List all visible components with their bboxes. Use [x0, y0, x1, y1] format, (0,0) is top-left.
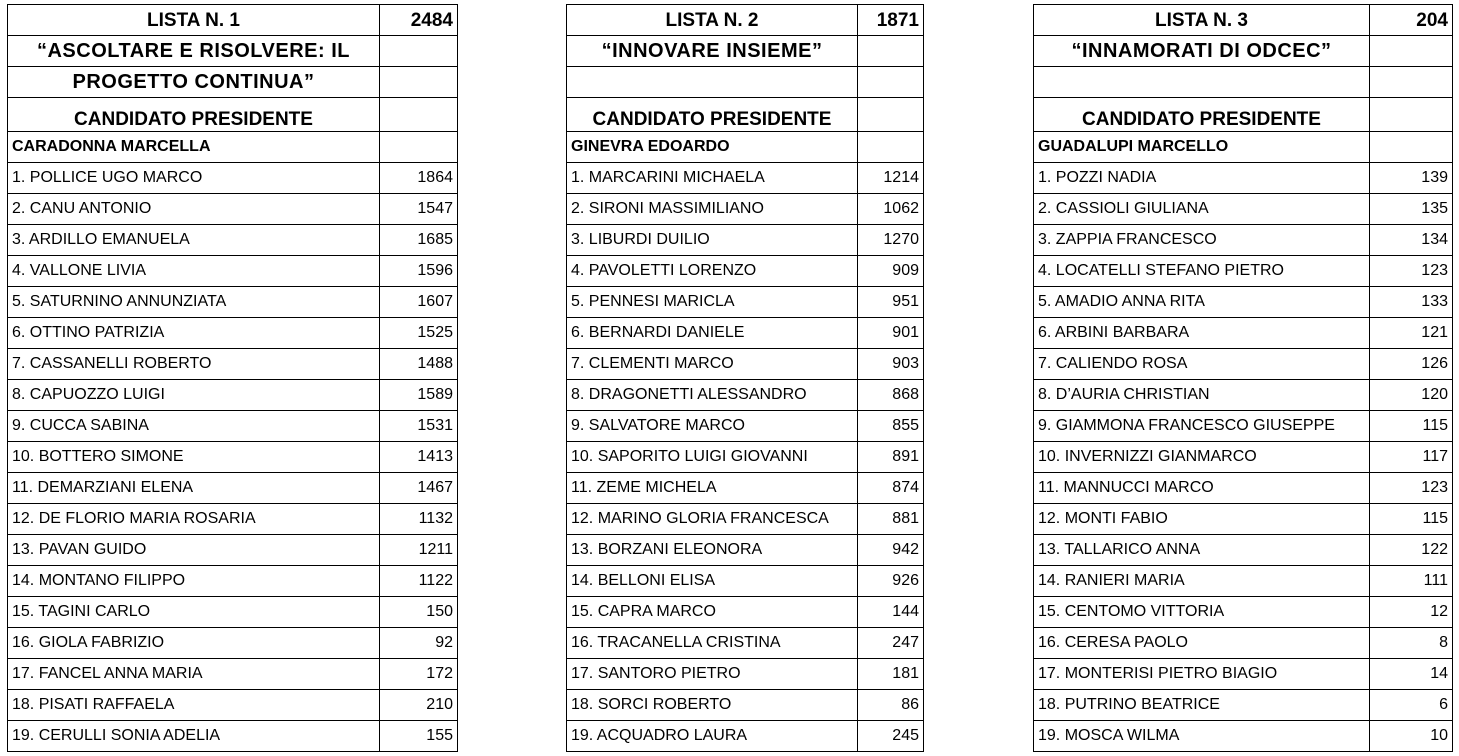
empty-cell	[858, 36, 924, 67]
candidate-votes: 92	[380, 628, 458, 659]
president-name: CARADONNA MARCELLA	[8, 132, 380, 163]
candidate-votes: 1607	[380, 287, 458, 318]
president-name: GUADALUPI MARCELLO	[1034, 132, 1370, 163]
candidate-name: 13. PAVAN GUIDO	[8, 535, 380, 566]
candidate-votes: 942	[858, 535, 924, 566]
candidate-votes: 126	[1370, 349, 1453, 380]
candidate-name: 17. MONTERISI PIETRO BIAGIO	[1034, 659, 1370, 690]
president-row	[8, 132, 458, 163]
candidate-name: 7. CALIENDO ROSA	[1034, 349, 1370, 380]
candidate-votes: 1525	[380, 318, 458, 349]
candidate-name: 15. CENTOMO VITTORIA	[1034, 597, 1370, 628]
candidate-name: 11. DEMARZIANI ELENA	[8, 473, 380, 504]
candidate-votes: 247	[858, 628, 924, 659]
table-row	[8, 287, 458, 318]
table-row	[567, 349, 924, 380]
candidate-votes: 14	[1370, 659, 1453, 690]
candidate-votes: 172	[380, 659, 458, 690]
list-1-table	[7, 4, 458, 752]
empty-cell	[1370, 36, 1453, 67]
table-row	[567, 628, 924, 659]
candidate-name: 2. SIRONI MASSIMILIANO	[567, 194, 858, 225]
candidate-votes: 868	[858, 380, 924, 411]
table-row	[8, 380, 458, 411]
table-row	[567, 225, 924, 256]
table-row	[1034, 380, 1453, 411]
candidate-votes: 155	[380, 721, 458, 752]
candidate-name: 19. MOSCA WILMA	[1034, 721, 1370, 752]
candidate-votes: 1531	[380, 411, 458, 442]
candidate-name: 3. ARDILLO EMANUELA	[8, 225, 380, 256]
list-heading: LISTA N. 3	[1034, 5, 1370, 36]
candidate-name: 9. CUCCA SABINA	[8, 411, 380, 442]
candidate-votes: 1589	[380, 380, 458, 411]
table-row	[567, 721, 924, 752]
list-2-body	[567, 5, 924, 752]
table-row	[8, 163, 458, 194]
candidate-name: 19. ACQUADRO LAURA	[567, 721, 858, 752]
table-row	[567, 442, 924, 473]
candidate-votes: 901	[858, 318, 924, 349]
table-row	[8, 473, 458, 504]
candidate-votes: 122	[1370, 535, 1453, 566]
list-heading-row	[1034, 5, 1453, 36]
table-row	[1034, 225, 1453, 256]
candidate-name: 4. PAVOLETTI LORENZO	[567, 256, 858, 287]
candidate-votes: 1467	[380, 473, 458, 504]
candidate-name: 4. VALLONE LIVIA	[8, 256, 380, 287]
candidate-name: 11. ZEME MICHELA	[567, 473, 858, 504]
candidate-name: 13. BORZANI ELEONORA	[567, 535, 858, 566]
table-row	[567, 256, 924, 287]
candidate-votes: 1214	[858, 163, 924, 194]
empty-cell	[858, 98, 924, 132]
table-row	[1034, 442, 1453, 473]
candidate-name: 14. BELLONI ELISA	[567, 566, 858, 597]
table-row	[1034, 535, 1453, 566]
candidate-votes: 115	[1370, 411, 1453, 442]
table-row	[1034, 597, 1453, 628]
table-row	[1034, 411, 1453, 442]
empty-cell	[380, 67, 458, 98]
table-row	[8, 442, 458, 473]
table-row	[567, 163, 924, 194]
candidate-votes: 144	[858, 597, 924, 628]
candidate-name: 6. OTTINO PATRIZIA	[8, 318, 380, 349]
candidate-name: 13. TALLARICO ANNA	[1034, 535, 1370, 566]
candidate-name: 7. CLEMENTI MARCO	[567, 349, 858, 380]
candidate-votes: 133	[1370, 287, 1453, 318]
table-row	[567, 380, 924, 411]
candidate-name: 6. ARBINI BARBARA	[1034, 318, 1370, 349]
candidate-name: 8. CAPUOZZO LUIGI	[8, 380, 380, 411]
table-row	[8, 256, 458, 287]
table-row	[8, 628, 458, 659]
list-heading-row	[567, 5, 924, 36]
candidate-label-row	[567, 98, 924, 132]
table-row	[1034, 287, 1453, 318]
table-row	[567, 659, 924, 690]
table-row	[567, 318, 924, 349]
table-row	[567, 535, 924, 566]
candidate-name: 11. MANNUCCI MARCO	[1034, 473, 1370, 504]
table-row	[8, 225, 458, 256]
table-row	[8, 318, 458, 349]
candidate-name: 6. BERNARDI DANIELE	[567, 318, 858, 349]
table-row	[8, 194, 458, 225]
candidate-name: 3. ZAPPIA FRANCESCO	[1034, 225, 1370, 256]
candidate-votes: 1864	[380, 163, 458, 194]
candidate-name: 14. RANIERI MARIA	[1034, 566, 1370, 597]
candidate-name: 19. CERULLI SONIA ADELIA	[8, 721, 380, 752]
list-slogan-line-2: PROGETTO CONTINUA”	[8, 67, 380, 98]
candidate-name: 2. CANU ANTONIO	[8, 194, 380, 225]
candidate-name: 16. GIOLA FABRIZIO	[8, 628, 380, 659]
empty-cell	[380, 98, 458, 132]
table-row	[567, 473, 924, 504]
candidate-votes: 121	[1370, 318, 1453, 349]
candidate-name: 17. SANTORO PIETRO	[567, 659, 858, 690]
candidate-votes: 881	[858, 504, 924, 535]
table-row	[1034, 473, 1453, 504]
table-row	[567, 690, 924, 721]
list-2-table	[566, 4, 924, 752]
candidate-votes: 1211	[380, 535, 458, 566]
candidate-votes: 8	[1370, 628, 1453, 659]
candidate-name: 18. PUTRINO BEATRICE	[1034, 690, 1370, 721]
candidate-name: 5. AMADIO ANNA RITA	[1034, 287, 1370, 318]
candidate-name: 16. CERESA PAOLO	[1034, 628, 1370, 659]
table-row	[1034, 504, 1453, 535]
president-row	[1034, 132, 1453, 163]
candidate-name: 18. PISATI RAFFAELA	[8, 690, 380, 721]
empty-cell	[380, 132, 458, 163]
candidate-name: 12. MONTI FABIO	[1034, 504, 1370, 535]
candidate-votes: 120	[1370, 380, 1453, 411]
candidate-votes: 115	[1370, 504, 1453, 535]
candidate-votes: 135	[1370, 194, 1453, 225]
candidate-votes: 1547	[380, 194, 458, 225]
table-row	[8, 566, 458, 597]
candidate-votes: 210	[380, 690, 458, 721]
candidate-votes: 6	[1370, 690, 1453, 721]
candidate-name: 12. DE FLORIO MARIA ROSARIA	[8, 504, 380, 535]
empty-cell	[1370, 67, 1453, 98]
table-row	[1034, 659, 1453, 690]
table-row	[8, 535, 458, 566]
candidate-votes: 117	[1370, 442, 1453, 473]
candidate-name: 4. LOCATELLI STEFANO PIETRO	[1034, 256, 1370, 287]
slogan-row	[567, 36, 924, 67]
candidate-votes: 1132	[380, 504, 458, 535]
table-row	[8, 690, 458, 721]
list-total-votes: 204	[1370, 5, 1453, 36]
candidate-votes: 903	[858, 349, 924, 380]
candidate-votes: 1488	[380, 349, 458, 380]
candidate-name: 9. GIAMMONA FRANCESCO GIUSEPPE	[1034, 411, 1370, 442]
list-slogan-line-1: “ASCOLTARE E RISOLVERE: IL	[8, 36, 380, 67]
candidate-votes: 1062	[858, 194, 924, 225]
list-3-body	[1034, 5, 1453, 752]
candidate-votes: 245	[858, 721, 924, 752]
list-total-votes: 1871	[858, 5, 924, 36]
list-slogan-line-1: “INNOVARE INSIEME”	[567, 36, 858, 67]
candidate-votes: 855	[858, 411, 924, 442]
list-slogan-line-2	[1034, 67, 1370, 98]
candidate-votes: 134	[1370, 225, 1453, 256]
slogan-row	[8, 67, 458, 98]
table-row	[1034, 256, 1453, 287]
candidate-votes: 12	[1370, 597, 1453, 628]
candidate-name: 8. D’AURIA CHRISTIAN	[1034, 380, 1370, 411]
candidate-name: 12. MARINO GLORIA FRANCESCA	[567, 504, 858, 535]
candidate-votes: 926	[858, 566, 924, 597]
candidate-votes: 1413	[380, 442, 458, 473]
list-1-body	[8, 5, 458, 752]
table-row	[1034, 163, 1453, 194]
candidate-label-row	[1034, 98, 1453, 132]
table-row	[567, 287, 924, 318]
empty-cell	[858, 67, 924, 98]
candidate-name: 5. SATURNINO ANNUNZIATA	[8, 287, 380, 318]
list-total-votes: 2484	[380, 5, 458, 36]
slogan-row	[1034, 67, 1453, 98]
slogan-row	[1034, 36, 1453, 67]
table-row	[567, 504, 924, 535]
candidate-name: 10. SAPORITO LUIGI GIOVANNI	[567, 442, 858, 473]
table-row	[567, 411, 924, 442]
candidate-votes: 1122	[380, 566, 458, 597]
table-row	[567, 597, 924, 628]
candidate-name: 15. TAGINI CARLO	[8, 597, 380, 628]
candidate-votes: 951	[858, 287, 924, 318]
table-row	[8, 597, 458, 628]
candidate-votes: 111	[1370, 566, 1453, 597]
candidate-name: 5. PENNESI MARICLA	[567, 287, 858, 318]
candidate-votes: 10	[1370, 721, 1453, 752]
candidate-name: 10. INVERNIZZI GIANMARCO	[1034, 442, 1370, 473]
candidate-name: 2. CASSIOLI GIULIANA	[1034, 194, 1370, 225]
table-row	[8, 411, 458, 442]
candidate-name: 16. TRACANELLA CRISTINA	[567, 628, 858, 659]
table-row	[567, 194, 924, 225]
list-slogan-line-1: “INNAMORATI DI ODCEC”	[1034, 36, 1370, 67]
candidate-votes: 1596	[380, 256, 458, 287]
president-name: GINEVRA EDOARDO	[567, 132, 858, 163]
list-heading: LISTA N. 1	[8, 5, 380, 36]
empty-cell	[1370, 98, 1453, 132]
candidate-votes: 86	[858, 690, 924, 721]
table-row	[1034, 566, 1453, 597]
candidate-name: 1. MARCARINI MICHAELA	[567, 163, 858, 194]
president-row	[567, 132, 924, 163]
candidate-name: 15. CAPRA MARCO	[567, 597, 858, 628]
table-row	[1034, 318, 1453, 349]
list-heading-row	[8, 5, 458, 36]
candidate-votes: 891	[858, 442, 924, 473]
table-row	[1034, 628, 1453, 659]
candidate-votes: 181	[858, 659, 924, 690]
candidate-votes: 1685	[380, 225, 458, 256]
slogan-row	[8, 36, 458, 67]
candidate-name: 10. BOTTERO SIMONE	[8, 442, 380, 473]
candidate-name: 7. CASSANELLI ROBERTO	[8, 349, 380, 380]
candidate-name: 1. POZZI NADIA	[1034, 163, 1370, 194]
candidate-name: 14. MONTANO FILIPPO	[8, 566, 380, 597]
candidate-name: 8. DRAGONETTI ALESSANDRO	[567, 380, 858, 411]
candidate-votes: 874	[858, 473, 924, 504]
table-row	[8, 504, 458, 535]
list-3-table	[1033, 4, 1453, 752]
candidate-name: 3. LIBURDI DUILIO	[567, 225, 858, 256]
list-slogan-line-2	[567, 67, 858, 98]
table-row	[1034, 721, 1453, 752]
empty-cell	[1370, 132, 1453, 163]
list-heading: LISTA N. 2	[567, 5, 858, 36]
candidate-votes: 123	[1370, 256, 1453, 287]
candidate-label-row	[8, 98, 458, 132]
candidate-name: 18. SORCI ROBERTO	[567, 690, 858, 721]
candidate-votes: 150	[380, 597, 458, 628]
table-row	[8, 659, 458, 690]
table-row	[1034, 349, 1453, 380]
candidate-president-label: CANDIDATO PRESIDENTE	[8, 98, 380, 132]
candidate-votes: 1270	[858, 225, 924, 256]
table-row	[8, 721, 458, 752]
candidate-name: 9. SALVATORE MARCO	[567, 411, 858, 442]
slogan-row	[567, 67, 924, 98]
candidate-president-label: CANDIDATO PRESIDENTE	[1034, 98, 1370, 132]
candidate-votes: 909	[858, 256, 924, 287]
empty-cell	[858, 132, 924, 163]
table-row	[1034, 194, 1453, 225]
empty-cell	[380, 36, 458, 67]
candidate-name: 17. FANCEL ANNA MARIA	[8, 659, 380, 690]
candidate-name: 1. POLLICE UGO MARCO	[8, 163, 380, 194]
candidate-votes: 123	[1370, 473, 1453, 504]
table-row	[1034, 690, 1453, 721]
candidate-votes: 139	[1370, 163, 1453, 194]
table-row	[567, 566, 924, 597]
table-row	[8, 349, 458, 380]
candidate-president-label: CANDIDATO PRESIDENTE	[567, 98, 858, 132]
